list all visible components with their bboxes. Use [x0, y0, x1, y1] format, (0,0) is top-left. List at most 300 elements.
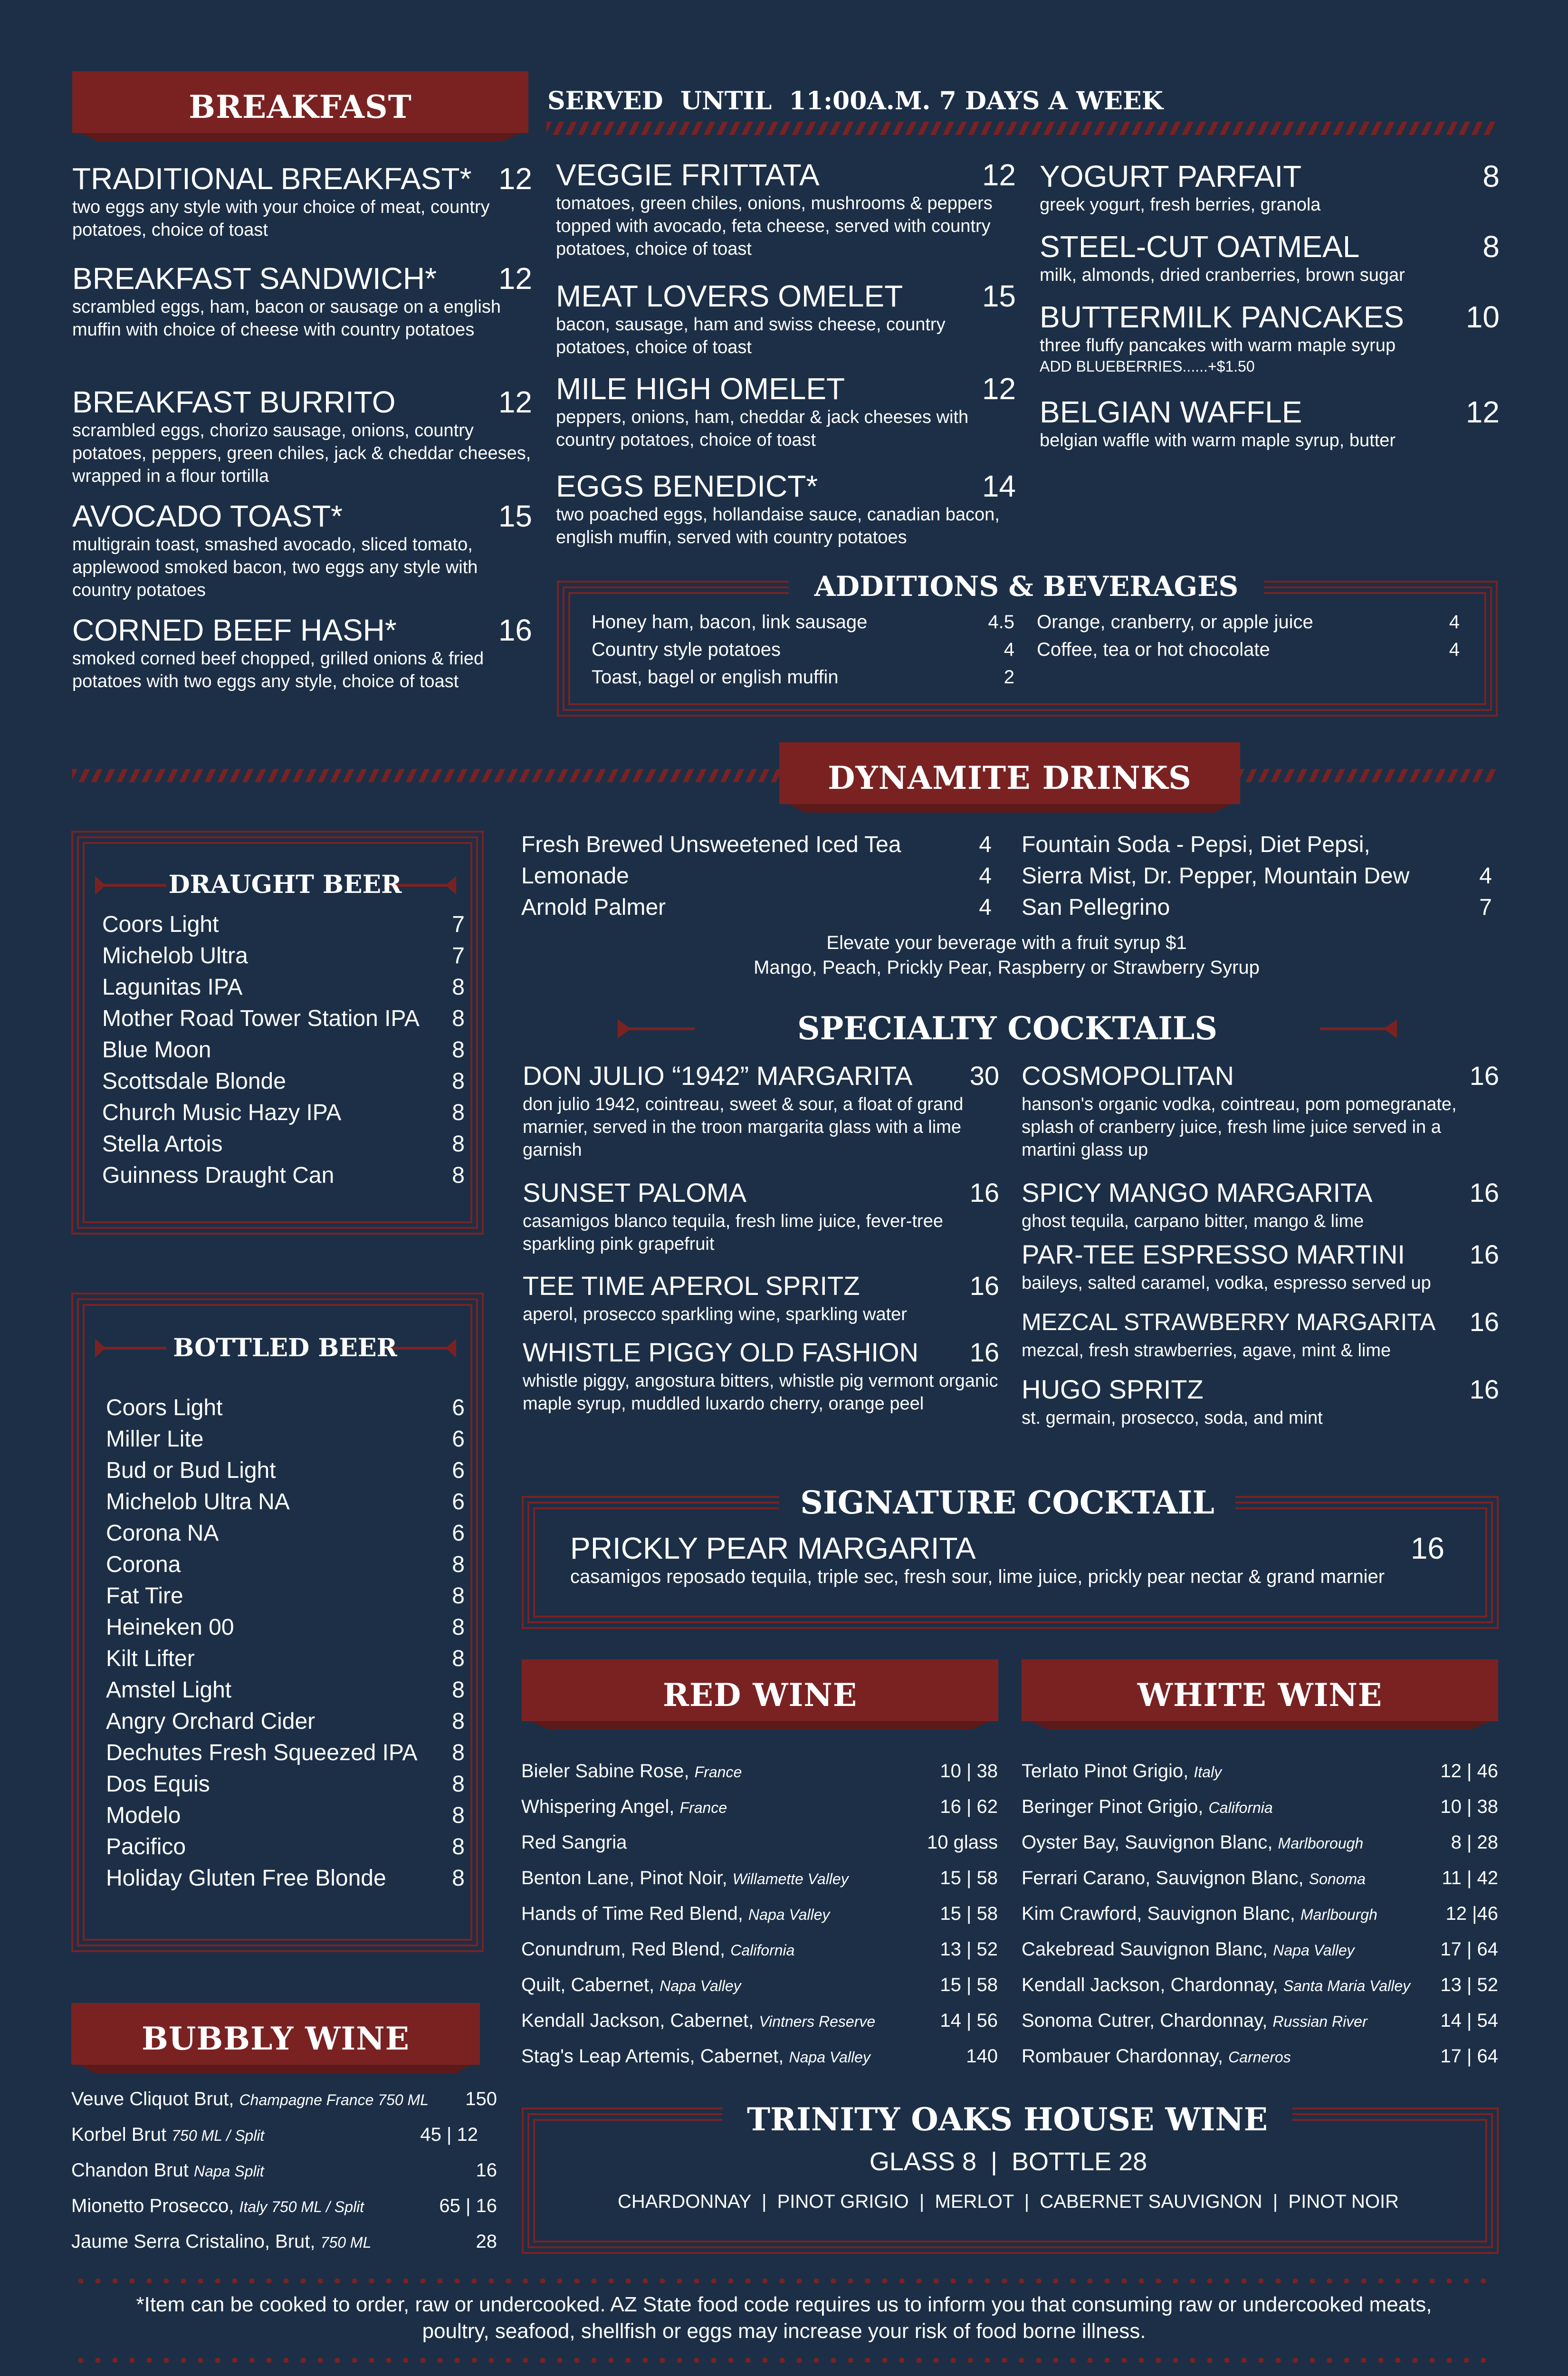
item-price: 8: [1482, 159, 1500, 193]
item-description: ghost tequila, carpano bitter, mango & lime: [1022, 1211, 1364, 1231]
wine-region: Santa Maria Valley: [1283, 1977, 1411, 1994]
wine-price: 12 | 46: [1440, 1761, 1498, 1782]
item-name: Miller Lite: [106, 1427, 204, 1452]
wine-region: 750 ML / Split: [172, 2127, 265, 2144]
wine-price: 13 | 52: [940, 1939, 998, 1960]
wine-name: Korbel Brut: [71, 2124, 167, 2145]
list-item: [106, 1706, 465, 1737]
item-addon: ADD BLUEBERRIES......+$1.50: [1040, 358, 1255, 375]
wine-name: Whispering Angel,: [521, 1796, 675, 1817]
wine-price: 65 | 16: [439, 2195, 497, 2216]
item-name: Guinness Draught Can: [102, 1163, 335, 1188]
wine-region: California: [1208, 1799, 1273, 1816]
item-price: 8: [452, 1646, 465, 1671]
wine-region: Marlborough: [1278, 1835, 1364, 1852]
item-name: Amstel Light: [106, 1677, 232, 1703]
list-item: [102, 1003, 465, 1035]
item-price: 12: [498, 162, 532, 196]
list-item: [106, 1800, 465, 1831]
wine-region: Carneros: [1228, 2049, 1291, 2066]
breakfast-column-2: [556, 158, 1016, 549]
list-item: [71, 2224, 497, 2260]
item-description: bacon, sausage, ham and swiss cheese, country potatoes, choice of toast: [556, 315, 946, 357]
item-description: scrambled eggs, chorizo sausage, onions, country potatoes, peppers, green chiles, jack & cheddar cheeses, wrapped in a flour tortilla: [72, 421, 531, 486]
menu-item: [556, 372, 1016, 469]
additions-right: [1037, 608, 1460, 663]
item-price: 8: [452, 1583, 465, 1609]
wine-region: France: [694, 1763, 742, 1781]
item-name: Stella Artois: [102, 1131, 223, 1157]
menu-item: [1022, 1305, 1499, 1372]
list-item: [521, 1932, 998, 1967]
list-item: [106, 1643, 465, 1675]
wine-region: Napa Valley: [660, 1977, 741, 1994]
item-price: 8: [452, 1834, 465, 1859]
specialty-title: SPECIALTY COCKTAILS: [797, 1010, 1217, 1047]
red-wine-list: [521, 1753, 998, 2074]
wine-region: 750 ML: [320, 2234, 372, 2251]
list-item: [71, 2153, 497, 2188]
breakfast-column-1: [72, 162, 532, 693]
wine-name: Kendall Jackson, Chardonnay,: [1022, 1974, 1278, 1995]
item-price: 15: [982, 279, 1016, 313]
item-price: 8: [452, 1069, 465, 1094]
item-name: Heineken 00: [106, 1615, 234, 1640]
wine-region: Napa Valley: [748, 1906, 830, 1923]
item-description: baileys, salted caramel, vodka, espresso served up: [1022, 1273, 1431, 1293]
wine-price: 140: [966, 2046, 998, 2067]
list-item: [521, 1860, 998, 1896]
arrow-left-shaft: [100, 884, 166, 887]
item-name: TEE TIME APEROL SPRITZ: [523, 1271, 860, 1301]
item-price: 7: [452, 912, 465, 937]
item-price: 4: [979, 832, 992, 857]
menu-item: [556, 158, 1016, 279]
item-price: 8: [452, 1803, 465, 1828]
menu-item: [1040, 159, 1500, 230]
item-name: SUNSET PALOMA: [523, 1178, 746, 1207]
item-name: STEEL-CUT OATMEAL: [1040, 230, 1360, 264]
list-item: [102, 1160, 465, 1191]
item-description: casamigos reposado tequila, triple sec, fresh sour, lime juice, prickly pear nectar & grand marnier: [570, 1566, 1385, 1587]
wine-price: 11 | 42: [1442, 1868, 1498, 1888]
menu-item: [523, 1059, 999, 1176]
additions-title: ADDITIONS & BEVERAGES: [789, 569, 1264, 604]
item-price: 8: [1482, 230, 1500, 264]
wine-region: Willamette Valley: [732, 1870, 849, 1887]
item-description: greek yogurt, fresh berries, granola: [1040, 195, 1321, 215]
menu-item: [523, 1269, 999, 1335]
signature-item: [570, 1531, 1444, 1588]
disclaimer-dots-bottom: [72, 2358, 1496, 2363]
list-item: [521, 2003, 998, 2039]
item-name: Coffee, tea or hot chocolate: [1037, 639, 1270, 660]
wine-region: France: [679, 1799, 727, 1816]
specialty-left: [523, 1059, 999, 1415]
list-item: [1022, 892, 1492, 923]
item-name: Blue Moon: [102, 1037, 211, 1063]
item-name: VEGGIE FRITTATA: [556, 158, 820, 192]
list-item: [1022, 1860, 1498, 1896]
item-name: COSMOPOLITAN: [1022, 1061, 1234, 1091]
wine-price: 10 glass: [927, 1832, 998, 1853]
item-description: peppers, onions, ham, cheddar & jack cheeses with country potatoes, choice of toast: [556, 407, 969, 450]
white-wine-title: WHITE WINE: [1137, 1677, 1383, 1714]
list-item: [1022, 1967, 1498, 2003]
list-item: [521, 2039, 998, 2074]
item-price: 16: [498, 613, 532, 647]
item-price: 16: [969, 1178, 999, 1207]
item-name: Scottsdale Blonde: [102, 1069, 286, 1094]
item-name: Arnold Palmer: [521, 895, 666, 920]
item-description: multigrain toast, smashed avocado, sliced tomato, applewood smoked bacon, two eggs any style with country potatoes: [72, 535, 478, 600]
item-price: 6: [452, 1458, 465, 1483]
white-wine-list: [1022, 1753, 1498, 2074]
wine-price: 15 | 58: [940, 1868, 998, 1888]
item-price: 8: [452, 1615, 465, 1640]
arrow-right-head: [1384, 1019, 1397, 1038]
item-price: 8: [452, 1709, 465, 1734]
item-description: whistle piggy, angostura bitters, whistle pig vermont organic maple syrup, muddled luxardo cherry, orange peel: [523, 1371, 998, 1414]
menu-item: [72, 261, 532, 385]
item-name: AVOCADO TOAST*: [72, 499, 343, 533]
wine-name: Oyster Bay, Sauvignon Blanc,: [1022, 1832, 1273, 1853]
item-description: hanson's organic vodka, cointreau, pom pomegranate, splash of cranberry juice, fresh lime juice served in a martini glass up: [1022, 1094, 1457, 1160]
item-name: MEZCAL STRAWBERRY MARGARITA: [1022, 1309, 1436, 1335]
list-item: [102, 940, 465, 972]
item-name: Holiday Gluten Free Blonde: [106, 1866, 386, 1891]
menu-item: [72, 499, 532, 613]
item-name: WHISTLE PIGGY OLD FASHION: [523, 1337, 918, 1367]
drinks-hatch-right: [1239, 769, 1496, 782]
list-item: [592, 663, 1014, 691]
list-item: [106, 1675, 465, 1706]
item-name: Country style potatoes: [592, 639, 781, 660]
item-price: 8: [452, 1100, 465, 1125]
list-item: [521, 1896, 998, 1932]
wine-price: 13 | 52: [1440, 1974, 1498, 1995]
item-name: HUGO SPRITZ: [1022, 1374, 1204, 1404]
list-item: [1022, 1825, 1498, 1860]
menu-item: [1022, 1372, 1499, 1429]
item-name: TRADITIONAL BREAKFAST*: [72, 162, 472, 196]
house-wine-varietals: CHARDONNAY | PINOT GRIGIO | MERLOT | CABERNET SAUVIGNON | PINOT NOIR: [617, 2191, 1399, 2212]
item-description: st. germain, prosecco, soda, and mint: [1022, 1408, 1323, 1428]
wine-price: 150: [465, 2089, 497, 2109]
wine-region: Marlbourgh: [1300, 1906, 1377, 1923]
item-name: BUTTERMILK PANCAKES: [1040, 300, 1404, 334]
list-item: [106, 1581, 465, 1612]
item-price: 15: [498, 499, 532, 533]
drinks-hatch-left: [72, 769, 785, 782]
wine-price: 10 | 38: [940, 1761, 998, 1782]
item-name: BREAKFAST BURRITO: [72, 385, 396, 419]
wine-price: 45 | 12: [420, 2124, 478, 2145]
item-price: 8: [452, 1037, 465, 1063]
wine-region: Napa Split: [193, 2163, 264, 2180]
red-wine-title: RED WINE: [663, 1677, 857, 1714]
arrow-left-shaft: [623, 1027, 695, 1030]
item-name: Coors Light: [102, 912, 219, 937]
item-price: 30: [969, 1061, 999, 1091]
item-name: Mother Road Tower Station IPA: [102, 1006, 420, 1031]
item-price: 16: [1410, 1531, 1444, 1565]
item-name: EGGS BENEDICT*: [556, 469, 818, 503]
wine-name: Kendall Jackson, Cabernet,: [521, 2010, 754, 2031]
list-item: [102, 1066, 465, 1097]
item-description: don julio 1942, cointreau, sweet & sour, a float of grand marnier, served in the troon margarita glass with a lime garnish: [523, 1094, 964, 1160]
wine-name: Cakebread Sauvignon Blanc,: [1022, 1939, 1268, 1960]
wine-name: Chandon Brut: [71, 2160, 189, 2181]
list-item: [106, 1455, 465, 1486]
item-name: Corona NA: [106, 1521, 219, 1546]
wine-price: 15 | 58: [940, 1974, 998, 1995]
item-price: 12: [1465, 395, 1500, 429]
breakfast-banner: [72, 71, 528, 133]
wine-name: Hands of Time Red Blend,: [521, 1903, 743, 1924]
drinks-left: [521, 829, 992, 923]
white-wine-banner: [1022, 1659, 1498, 1721]
item-name: MEAT LOVERS OMELET: [556, 279, 903, 313]
list-item: [106, 1612, 465, 1643]
item-price: 8: [452, 1677, 465, 1703]
item-description: aperol, prosecco sparkling wine, sparkling water: [523, 1304, 907, 1324]
specialty-right: [1022, 1059, 1499, 1429]
item-name: San Pellegrino: [1022, 895, 1170, 920]
item-description: three fluffy pancakes with warm maple syrup: [1040, 335, 1396, 355]
list-item: [106, 1737, 465, 1769]
item-price: 8: [452, 1163, 465, 1188]
drinks-banner: [779, 742, 1240, 804]
list-item: [102, 1097, 465, 1129]
item-name: Orange, cranberry, or apple juice: [1037, 612, 1313, 632]
item-description: mezcal, fresh strawberries, agave, mint & lime: [1022, 1341, 1391, 1360]
item-price: 8: [452, 975, 465, 1000]
item-price: 4: [979, 863, 992, 889]
item-price: 16: [1469, 1307, 1499, 1337]
item-name: Angry Orchard Cider: [106, 1709, 316, 1734]
list-item: [106, 1518, 465, 1549]
breakfast-column-3: [1040, 159, 1500, 452]
wine-name: Mionetto Prosecco,: [71, 2195, 234, 2216]
item-price: 8: [452, 1740, 465, 1765]
item-description: tomatoes, green chiles, onions, mushrooms & peppers topped with avocado, feta cheese, served with country potatoes, choice of toast: [556, 193, 993, 259]
wine-region: Italy 750 ML / Split: [239, 2198, 364, 2215]
item-name: Dechutes Fresh Squeezed IPA: [106, 1740, 418, 1765]
additions-left: [592, 608, 1014, 691]
menu-item: [1022, 1176, 1499, 1237]
list-item: [1022, 1932, 1498, 1967]
list-item: [106, 1486, 465, 1518]
item-name: YOGURT PARFAIT: [1040, 159, 1302, 193]
wine-region: Napa Valley: [789, 2049, 870, 2066]
item-price: 12: [982, 372, 1016, 406]
item-name: BELGIAN WAFFLE: [1040, 395, 1302, 429]
wine-region: Sonoma: [1309, 1870, 1366, 1887]
menu-item: [523, 1176, 999, 1269]
breakfast-hatch: [546, 122, 1496, 135]
list-item: [521, 1789, 998, 1825]
wine-price: 14 | 56: [940, 2010, 998, 2031]
list-item: [1022, 861, 1492, 892]
arrow-right-shaft: [1320, 1027, 1391, 1030]
menu-item: [1040, 230, 1500, 300]
menu-item: [1040, 395, 1500, 452]
disclaimer-line-2: poultry, seafood, shellfish or eggs may increase your risk of food borne illness.: [422, 2319, 1146, 2343]
bubbly-banner: [71, 2003, 480, 2065]
list-item: [106, 1549, 465, 1581]
item-price: 16: [969, 1271, 999, 1301]
list-item: [106, 1769, 465, 1800]
wine-name: Quilt, Cabernet,: [521, 1974, 655, 1995]
item-price: 4: [1449, 639, 1460, 660]
item-description: smoked corned beef chopped, grilled onions & fried potatoes with two eggs any style, choice of toast: [72, 649, 484, 691]
item-price: 4: [1004, 639, 1014, 660]
item-name: Coors Light: [106, 1395, 223, 1420]
item-description: two eggs any style with your choice of meat, country potatoes, choice of toast: [72, 197, 490, 240]
menu-item: [72, 162, 532, 261]
item-description: casamigos blanco tequila, fresh lime juice, fever-tree sparkling pink grapefruit: [523, 1211, 943, 1254]
menu-item: [1040, 300, 1500, 395]
list-item: [102, 1035, 465, 1066]
item-price: 6: [452, 1521, 465, 1546]
item-price: 10: [1465, 300, 1500, 334]
signature-title: SIGNATURE COCKTAIL: [779, 1484, 1235, 1522]
list-item: [71, 2117, 497, 2153]
list-item: [106, 1392, 465, 1424]
wine-name: Beringer Pinot Grigio,: [1022, 1796, 1204, 1817]
red-wine-banner: [522, 1659, 998, 1721]
list-item: [521, 1825, 998, 1860]
item-description: two poached eggs, hollandaise sauce, canadian bacon, english muffin, served with country potatoes: [556, 505, 1000, 547]
item-price: 16: [1469, 1239, 1499, 1269]
house-wine-price-line: GLASS 8 | BOTTLE 28: [869, 2147, 1147, 2176]
arrow-left-shaft: [100, 1347, 166, 1350]
item-price: 8: [452, 1866, 465, 1891]
list-item: [106, 1863, 465, 1894]
list-item: [521, 829, 992, 861]
item-name: Dos Equis: [106, 1772, 210, 1797]
item-description: scrambled eggs, ham, bacon or sausage on a english muffin with choice of cheese with country potatoes: [72, 297, 501, 340]
item-name: Bud or Bud Light: [106, 1458, 276, 1483]
item-price: 2: [1004, 667, 1014, 688]
item-price: 6: [452, 1395, 465, 1420]
bottled-title: BOTTLED BEER: [173, 1333, 397, 1362]
item-name: PAR-TEE ESPRESSO MARTINI: [1022, 1239, 1405, 1269]
drinks-title: DYNAMITE DRINKS: [828, 759, 1192, 796]
wine-name: Stag's Leap Artemis, Cabernet,: [521, 2046, 784, 2067]
item-name: DON JULIO “1942” MARGARITA: [523, 1061, 913, 1091]
item-name: Toast, bagel or english muffin: [592, 667, 839, 688]
item-name: Michelob Ultra: [102, 943, 248, 968]
menu-item: [72, 385, 532, 499]
list-item: [71, 2188, 497, 2224]
list-item: [521, 892, 992, 923]
wine-name: Conundrum, Red Blend,: [521, 1939, 726, 1960]
list-item: [521, 1967, 998, 2003]
list-item: [1022, 1753, 1498, 1789]
wine-name: Sonoma Cutrer, Chardonnay,: [1022, 2010, 1268, 2031]
item-price: 4.5: [988, 612, 1014, 632]
menu-item: [1022, 1059, 1499, 1176]
item-description: belgian waffle with warm maple syrup, butter: [1040, 431, 1396, 450]
item-name: Kilt Lifter: [106, 1646, 195, 1671]
item-price: 4: [1449, 612, 1460, 632]
list-item: [106, 1424, 465, 1455]
item-name: MILE HIGH OMELET: [556, 372, 845, 406]
wine-region: Napa Valley: [1273, 1942, 1355, 1959]
list-item: [1022, 2003, 1498, 2039]
wine-price: 17 | 64: [1440, 2046, 1498, 2067]
list-item: [71, 2081, 497, 2117]
syrup-line-1: Elevate your beverage with a fruit syrup $1: [826, 932, 1187, 953]
item-price: 16: [1469, 1061, 1499, 1091]
wine-region: Italy: [1194, 1763, 1222, 1781]
bubbly-title: BUBBLY WINE: [142, 2020, 410, 2057]
list-item: [592, 608, 1014, 636]
item-description: milk, almonds, dried cranberries, brown sugar: [1040, 265, 1405, 285]
wine-region: Russian River: [1272, 2013, 1367, 2030]
draught-list: [102, 909, 465, 1191]
item-price: 7: [452, 943, 465, 968]
wine-region: California: [730, 1942, 795, 1959]
wine-name: Ferrari Carano, Sauvignon Blanc,: [1022, 1868, 1304, 1888]
list-item: [1022, 2039, 1498, 2074]
item-price: 16: [1469, 1178, 1499, 1207]
item-price: 14: [982, 469, 1016, 503]
breakfast-served-note: SERVED UNTIL 11:00A.M. 7 DAYS A WEEK: [547, 86, 1163, 115]
wine-name: Terlato Pinot Grigio,: [1022, 1761, 1189, 1782]
menu-item: [72, 613, 532, 693]
wine-name: Kim Crawford, Sauvignon Blanc,: [1022, 1903, 1295, 1924]
list-item: [1037, 636, 1460, 663]
wine-price: 10 | 38: [1440, 1796, 1498, 1817]
list-item: [102, 972, 465, 1003]
list-item: [521, 1753, 998, 1789]
item-price: 12: [982, 158, 1016, 192]
syrup-line-2: Mango, Peach, Prickly Pear, Raspberry or Strawberry Syrup: [754, 957, 1260, 978]
breakfast-title: BREAKFAST: [189, 88, 412, 125]
item-name: Honey ham, bacon, link sausage: [592, 612, 868, 632]
house-wine-title: TRINITY OAKS HOUSE WINE: [722, 2100, 1292, 2138]
arrow-right-head: [446, 1339, 456, 1358]
syrup-note: [521, 930, 1492, 980]
item-price: 12: [498, 261, 532, 296]
item-price: 16: [969, 1337, 999, 1367]
item-price: 8: [452, 1772, 465, 1797]
item-name: Fat Tire: [106, 1583, 183, 1609]
disclaimer: [72, 2291, 1496, 2345]
item-name: Corona: [106, 1552, 181, 1577]
wine-price: 16: [476, 2160, 497, 2181]
disclaimer-line-1: *Item can be cooked to order, raw or undercooked. AZ State food code requires us to inform you that consuming raw or undercooked meats,: [136, 2293, 1432, 2316]
bubbly-list: [71, 2081, 497, 2260]
item-price: 6: [452, 1489, 465, 1514]
menu-item: [556, 469, 1016, 549]
menu-item: [556, 279, 1016, 372]
menu-item: [523, 1335, 999, 1415]
wine-name: Bieler Sabine Rose,: [521, 1761, 689, 1782]
item-price: 12: [498, 385, 532, 419]
item-price: 8: [452, 1131, 465, 1157]
item-price: 4: [979, 895, 992, 920]
wine-price: 28: [476, 2231, 497, 2252]
list-item: [102, 909, 465, 940]
item-name: Lemonade: [521, 863, 629, 889]
list-item: [1022, 1896, 1498, 1932]
list-item: [592, 636, 1014, 663]
wine-name: Veuve Cliquot Brut,: [71, 2089, 234, 2109]
